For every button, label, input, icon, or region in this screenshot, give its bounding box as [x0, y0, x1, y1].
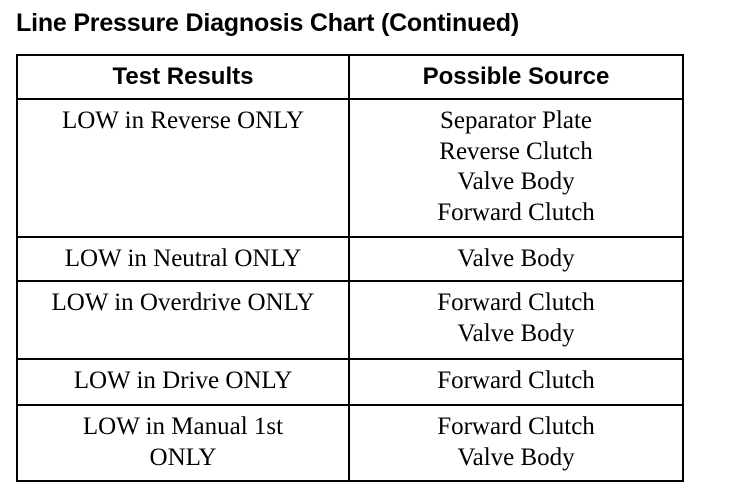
page-title: Line Pressure Diagnosis Chart (Continued): [16, 9, 519, 37]
possible-source-text: Valve Body: [457, 245, 575, 272]
table-header-row: [17, 55, 683, 99]
table-row: [17, 237, 683, 281]
table-row: [17, 281, 683, 359]
test-result-cell: [17, 99, 349, 237]
test-result-cell: [17, 359, 349, 405]
test-result-text: LOW in Manual 1st: [82, 413, 284, 440]
possible-source-text: Reverse Clutch: [439, 137, 593, 165]
table-row: [17, 99, 683, 237]
test-result-text: ONLY: [149, 443, 217, 471]
possible-source-text: Separator Plate: [439, 107, 593, 134]
test-result-text: LOW in Reverse ONLY: [61, 107, 305, 134]
column-header-test-results: Test Results: [17, 55, 349, 99]
test-result-text: LOW in Neutral ONLY: [64, 245, 302, 272]
possible-source-cell: [349, 99, 683, 237]
possible-source-text: Valve Body: [457, 443, 575, 471]
column-header-possible-source: Possible Source: [349, 55, 683, 99]
possible-source-cell: [349, 405, 683, 481]
possible-source-text: Forward Clutch: [437, 289, 595, 316]
possible-source-text: Forward Clutch: [437, 198, 595, 226]
test-result-cell: [17, 405, 349, 481]
test-result-cell: [17, 237, 349, 281]
table-row: [17, 359, 683, 405]
possible-source-text: Forward Clutch: [437, 367, 595, 394]
diagnosis-table: [16, 54, 684, 482]
possible-source-text: Valve Body: [457, 168, 575, 195]
possible-source-text: Forward Clutch: [437, 413, 595, 440]
test-result-text: LOW in Drive ONLY: [73, 367, 293, 394]
possible-source-text: Valve Body: [457, 319, 575, 347]
possible-source-cell: [349, 237, 683, 281]
possible-source-cell: [349, 281, 683, 359]
table-row: [17, 405, 683, 481]
possible-source-cell: [349, 359, 683, 405]
test-result-text: LOW in Overdrive ONLY: [51, 289, 315, 316]
test-result-cell: [17, 281, 349, 359]
